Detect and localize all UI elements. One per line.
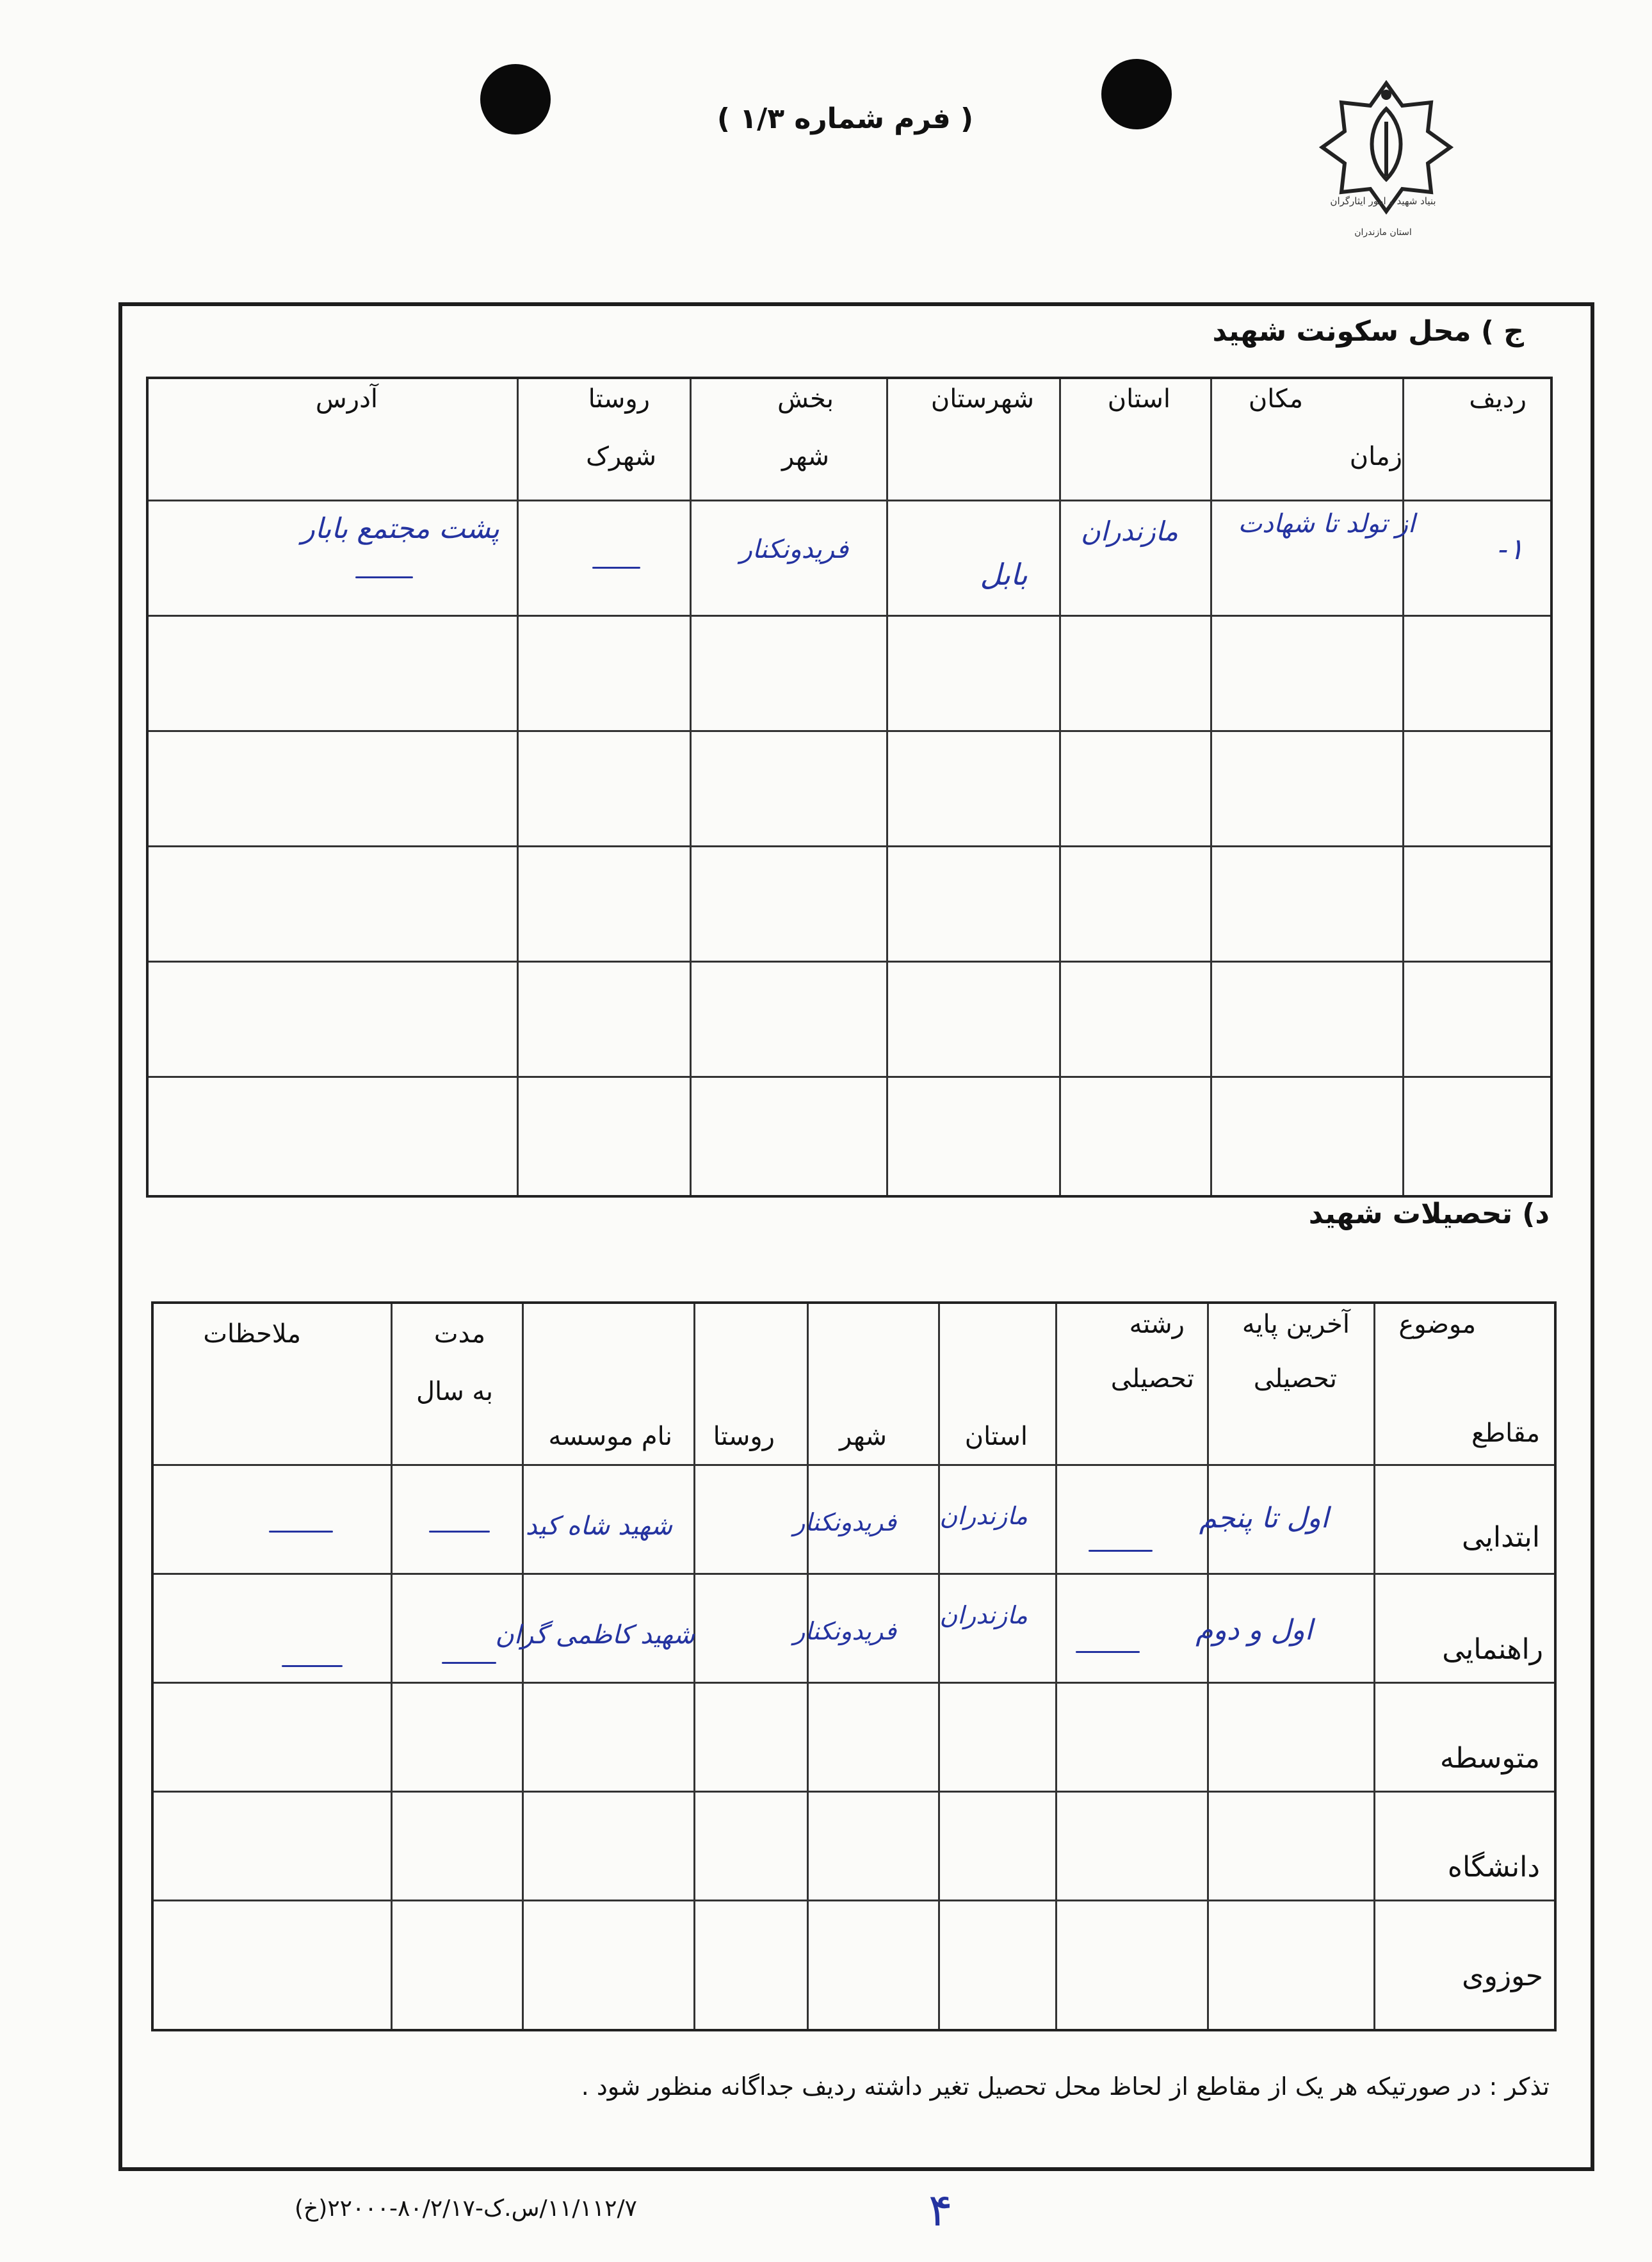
header-tahsili: تحصیلی	[1253, 1364, 1337, 1394]
header-makan: مکان	[1248, 384, 1303, 414]
edu-row-ebtedayi: ابتدایی	[1462, 1521, 1540, 1554]
edu-row2-molahezat-dash	[282, 1665, 343, 1667]
address-underline	[355, 576, 413, 578]
residence-row1-bakhsh: فریدونکنار	[740, 535, 848, 564]
header-ostan: استان	[1107, 384, 1170, 414]
residence-row1-radif: ۱-	[1498, 532, 1524, 566]
edu-row2-paye: اول و دوم	[1195, 1614, 1313, 1647]
residence-row1-address: پشت مجتمع بابار	[301, 512, 499, 545]
logo-caption: بنیاد شهید و امور ایثارگران	[1330, 195, 1436, 207]
edu-row-hozavi: حوزوی	[1462, 1960, 1543, 1992]
form-code: ۱۱/۱۱۲/۷/س.ک-۸۰/۲/۱۷-۲۲۰۰۰(خ)	[295, 2195, 637, 2222]
header-roosta: روستا	[588, 384, 650, 414]
edu-row2-reshte-dash	[1076, 1651, 1140, 1653]
header-shahrestan: شهرستان	[930, 384, 1034, 414]
residence-row1-ostan: مازندران	[1080, 516, 1178, 547]
footer-note: تذکر : در صورتیکه هر یک از مقاطع از لحاظ محل تحصیل تغیر داشته ردیف جداگانه منظور شود .	[581, 2072, 1550, 2101]
edu-row2-shahr: فریدونکنار	[793, 1617, 896, 1645]
edu-row1-reshte-dash	[1089, 1550, 1153, 1552]
punch-hole-right	[1101, 59, 1172, 129]
section-d-title: د) تحصیلات شهید	[1308, 1198, 1550, 1230]
edu-row-rahnamayi: راهنمایی	[1442, 1633, 1543, 1666]
edu-row-motavasete: متوسطه	[1439, 1742, 1540, 1775]
edu-row-daneshgah: دانشگاه	[1447, 1851, 1540, 1884]
header-nam-moassese: نام موسسه	[548, 1422, 672, 1451]
header-shahrak: شهرک	[586, 442, 656, 471]
edu-row1-molahezat-dash	[269, 1531, 333, 1533]
residence-row1-roosta-dash	[592, 567, 640, 569]
page-number: ۴	[928, 2184, 953, 2236]
punch-hole-left	[480, 64, 551, 134]
logo-subcaption: استان مازندران	[1354, 227, 1412, 238]
edu-row2-moassese: شهید کاظمی گران	[495, 1620, 695, 1650]
residence-table	[146, 377, 1553, 1198]
header-shahr-edu: شهر	[839, 1422, 887, 1451]
form-number: ( فرم شماره ۱/۳ )	[717, 102, 974, 135]
header-akharin-paye: آخرین پایه	[1242, 1310, 1350, 1339]
header-shahr: شهر	[781, 442, 829, 471]
header-radif: ردیف	[1469, 384, 1526, 414]
edu-row1-shahr: فریدونکنار	[793, 1508, 896, 1536]
residence-row1-time: از تولد تا شهادت	[1238, 509, 1415, 539]
header-roosta-edu: روستا	[713, 1422, 775, 1451]
edu-row2-ostan: مازندران	[939, 1601, 1028, 1629]
header-address: آدرس	[315, 384, 378, 414]
header-bakhsh: بخش	[777, 384, 834, 414]
header-zaman: زمان	[1349, 442, 1402, 471]
header-moddat: مدت	[433, 1319, 485, 1349]
header-reshte: رشته	[1129, 1310, 1185, 1339]
header-mozoo: موضوع	[1398, 1310, 1476, 1339]
edu-row1-moddat-dash	[429, 1531, 490, 1533]
edu-row1-paye: اول تا پنجم	[1199, 1502, 1329, 1534]
edu-row1-ostan: مازندران	[939, 1502, 1028, 1530]
residence-row1-shahrestan: بابل	[980, 557, 1028, 592]
header-ostan-edu: استان	[964, 1422, 1028, 1451]
header-reshte-tahsili: تحصیلی	[1110, 1364, 1194, 1394]
section-c-title: ج ) محل سکونت شهید	[1212, 315, 1524, 348]
header-be-sal: به سال	[416, 1377, 493, 1406]
header-molahezat: ملاحظات	[203, 1319, 301, 1349]
logo-emblem-icon	[1313, 70, 1460, 250]
header-maghate: مقاطع	[1471, 1419, 1540, 1448]
edu-row2-moddat-dash	[442, 1662, 496, 1664]
education-table	[151, 1301, 1557, 2031]
edu-row1-moassese: شهید شاه کید	[525, 1511, 672, 1541]
